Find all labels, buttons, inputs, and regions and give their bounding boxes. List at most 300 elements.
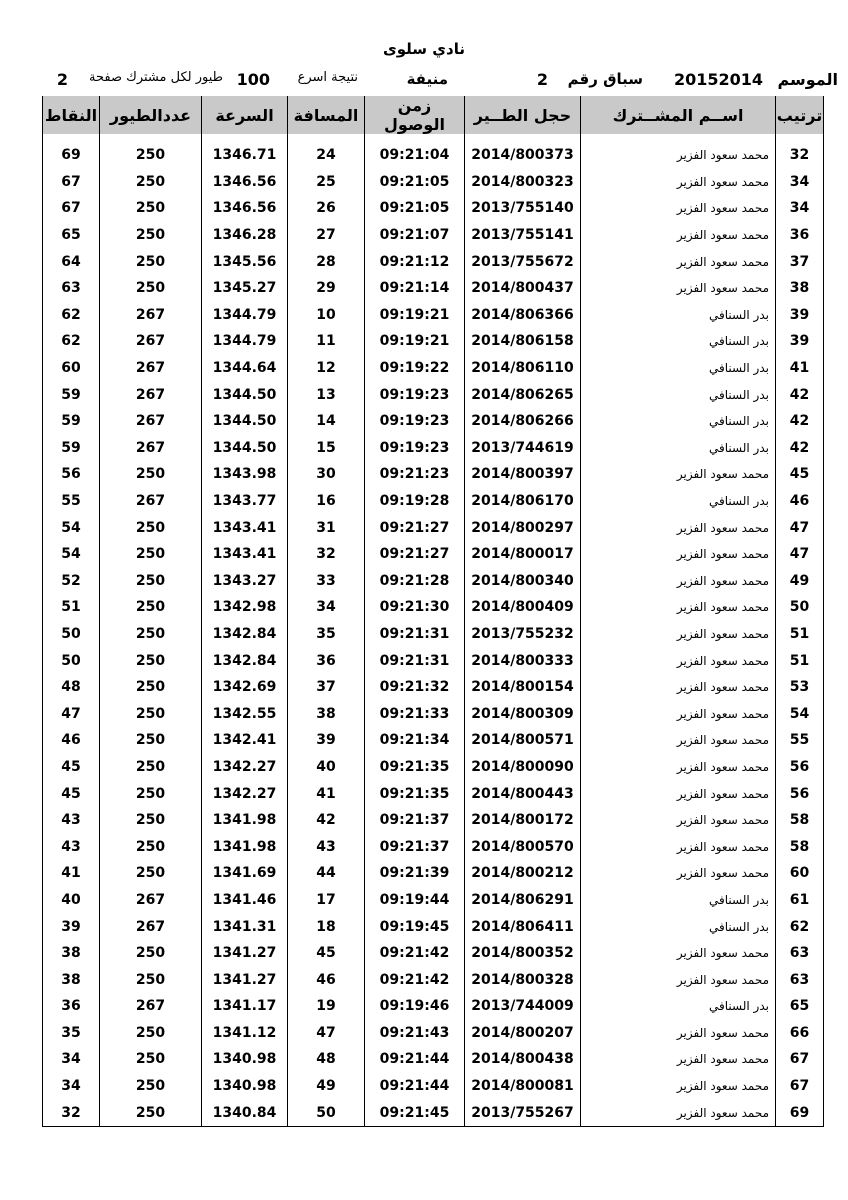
speed-cell: 1342.27 [202, 754, 288, 781]
points-cell: 55 [43, 488, 100, 515]
points-cell: 59 [43, 381, 100, 408]
points-cell: 62 [43, 302, 100, 329]
col-header-speed: السرعة [202, 96, 288, 134]
arrival-time-cell: 09:21:12 [365, 248, 465, 275]
participant-cell: بدر السنافي [581, 328, 776, 355]
bird-count-cell: 250 [100, 1046, 202, 1073]
arrival-time-cell: 09:19:21 [365, 302, 465, 329]
arrival-time-cell: 09:21:05 [365, 169, 465, 196]
arrival-time-cell: 09:21:44 [365, 1073, 465, 1100]
participant-cell: محمد سعود الفزير [581, 1099, 776, 1126]
ring-cell: 2014/800340 [465, 568, 581, 595]
race-header [0, 70, 848, 92]
participant-cell: محمد سعود الفزير [581, 754, 776, 781]
points-cell: 63 [43, 275, 100, 302]
points-cell: 59 [43, 408, 100, 435]
bird-count-cell: 250 [100, 248, 202, 275]
arrival-time-cell: 09:21:42 [365, 966, 465, 993]
distance-cell: 29 [288, 275, 365, 302]
arrival-time-cell: 09:19:23 [365, 408, 465, 435]
table-row [43, 169, 824, 196]
points-cell: 62 [43, 328, 100, 355]
points-cell: 64 [43, 248, 100, 275]
speed-cell: 1346.56 [202, 169, 288, 196]
distance-cell: 50 [288, 1099, 365, 1126]
arrival-time-cell: 09:19:23 [365, 435, 465, 462]
arrival-time-cell: 09:19:23 [365, 381, 465, 408]
distance-cell: 30 [288, 461, 365, 488]
points-cell: 54 [43, 541, 100, 568]
points-cell: 67 [43, 169, 100, 196]
speed-cell: 1342.55 [202, 700, 288, 727]
points-cell: 67 [43, 195, 100, 222]
bird-count-cell: 250 [100, 1099, 202, 1126]
ring-cell: 2014/800212 [465, 860, 581, 887]
bird-count-cell: 250 [100, 568, 202, 595]
participant-cell: محمد سعود الفزير [581, 833, 776, 860]
bird-count-cell: 250 [100, 780, 202, 807]
speed-cell: 1344.79 [202, 302, 288, 329]
distance-cell: 28 [288, 248, 365, 275]
speed-cell: 1341.31 [202, 913, 288, 940]
participant-cell: محمد سعود الفزير [581, 1046, 776, 1073]
rank-cell: 42 [776, 381, 824, 408]
bird-count-cell: 250 [100, 461, 202, 488]
ring-cell: 2013/755672 [465, 248, 581, 275]
table-row [43, 541, 824, 568]
arrival-time-cell: 09:19:22 [365, 355, 465, 382]
distance-cell: 36 [288, 647, 365, 674]
points-cell: 45 [43, 780, 100, 807]
ring-cell: 2014/800443 [465, 780, 581, 807]
col-header-points: النقاط [43, 96, 100, 134]
race-label: سباق رقم [567, 70, 643, 88]
rank-cell: 63 [776, 966, 824, 993]
distance-cell: 17 [288, 887, 365, 914]
speed-cell: 1344.79 [202, 328, 288, 355]
participant-cell: بدر السنافي [581, 435, 776, 462]
bird-count-cell: 267 [100, 887, 202, 914]
speed-cell: 1341.46 [202, 887, 288, 914]
rank-cell: 56 [776, 780, 824, 807]
rank-cell: 53 [776, 674, 824, 701]
bird-count-cell: 250 [100, 807, 202, 834]
participant-cell: محمد سعود الفزير [581, 1073, 776, 1100]
result-count: 100 [236, 70, 270, 89]
rank-cell: 38 [776, 275, 824, 302]
rank-cell: 39 [776, 302, 824, 329]
results-body [43, 142, 824, 1126]
points-cell: 51 [43, 594, 100, 621]
distance-cell: 31 [288, 514, 365, 541]
speed-cell: 1346.56 [202, 195, 288, 222]
bird-count-cell: 250 [100, 621, 202, 648]
points-cell: 32 [43, 1099, 100, 1126]
ring-cell: 2013/755232 [465, 621, 581, 648]
table-row [43, 727, 824, 754]
points-cell: 45 [43, 754, 100, 781]
points-cell: 48 [43, 674, 100, 701]
ring-cell: 2014/806110 [465, 355, 581, 382]
col-header-ring: حجل الطــير [465, 96, 581, 134]
table-row [43, 222, 824, 249]
points-cell: 43 [43, 807, 100, 834]
speed-cell: 1342.41 [202, 727, 288, 754]
participant-cell: محمد سعود الفزير [581, 807, 776, 834]
distance-cell: 44 [288, 860, 365, 887]
speed-cell: 1343.27 [202, 568, 288, 595]
table-row [43, 594, 824, 621]
rank-cell: 51 [776, 647, 824, 674]
distance-cell: 11 [288, 328, 365, 355]
distance-cell: 40 [288, 754, 365, 781]
rank-cell: 62 [776, 913, 824, 940]
table-row [43, 780, 824, 807]
table-row [43, 435, 824, 462]
result-label: نتيجة اسرع [297, 70, 358, 85]
bird-count-cell: 250 [100, 541, 202, 568]
points-cell: 39 [43, 913, 100, 940]
rank-cell: 65 [776, 993, 824, 1020]
ring-cell: 2014/800333 [465, 647, 581, 674]
participant-cell: محمد سعود الفزير [581, 568, 776, 595]
bird-count-cell: 250 [100, 594, 202, 621]
points-cell: 69 [43, 142, 100, 169]
distance-cell: 15 [288, 435, 365, 462]
table-row [43, 1020, 824, 1047]
participant-cell: بدر السنافي [581, 993, 776, 1020]
points-cell: 43 [43, 833, 100, 860]
rank-cell: 54 [776, 700, 824, 727]
season-label: الموسم [777, 70, 838, 89]
speed-cell: 1341.12 [202, 1020, 288, 1047]
distance-cell: 46 [288, 966, 365, 993]
arrival-time-cell: 09:21:28 [365, 568, 465, 595]
ring-cell: 2014/806265 [465, 381, 581, 408]
bird-count-cell: 267 [100, 488, 202, 515]
ring-cell: 2014/800571 [465, 727, 581, 754]
arrival-time-cell: 09:21:05 [365, 195, 465, 222]
ring-cell: 2014/800373 [465, 142, 581, 169]
participant-cell: محمد سعود الفزير [581, 222, 776, 249]
bird-count-cell: 250 [100, 754, 202, 781]
distance-cell: 39 [288, 727, 365, 754]
distance-cell: 14 [288, 408, 365, 435]
race-value: 2 [536, 70, 548, 89]
rank-cell: 32 [776, 142, 824, 169]
distance-cell: 10 [288, 302, 365, 329]
ring-cell: 2014/800438 [465, 1046, 581, 1073]
speed-cell: 1341.27 [202, 966, 288, 993]
speed-cell: 1344.50 [202, 381, 288, 408]
table-row [43, 328, 824, 355]
rank-cell: 41 [776, 355, 824, 382]
arrival-time-cell: 09:21:45 [365, 1099, 465, 1126]
participant-cell: محمد سعود الفزير [581, 594, 776, 621]
bird-count-cell: 267 [100, 355, 202, 382]
participant-cell: محمد سعود الفزير [581, 860, 776, 887]
bird-count-cell: 267 [100, 381, 202, 408]
rank-cell: 61 [776, 887, 824, 914]
bird-count-cell: 267 [100, 328, 202, 355]
participant-cell: محمد سعود الفزير [581, 541, 776, 568]
ring-cell: 2014/800090 [465, 754, 581, 781]
table-row [43, 860, 824, 887]
speed-cell: 1340.84 [202, 1099, 288, 1126]
distance-cell: 18 [288, 913, 365, 940]
distance-cell: 43 [288, 833, 365, 860]
table-row [43, 754, 824, 781]
speed-cell: 1344.50 [202, 435, 288, 462]
bird-count-cell: 250 [100, 222, 202, 249]
points-cell: 50 [43, 621, 100, 648]
participant-cell: محمد سعود الفزير [581, 514, 776, 541]
ring-cell: 2014/800409 [465, 594, 581, 621]
speed-cell: 1341.17 [202, 993, 288, 1020]
participant-cell: محمد سعود الفزير [581, 700, 776, 727]
col-header-distance: المسافة [288, 96, 365, 134]
table-row [43, 381, 824, 408]
bird-count-cell: 267 [100, 408, 202, 435]
distance-cell: 19 [288, 993, 365, 1020]
speed-cell: 1340.98 [202, 1046, 288, 1073]
distance-cell: 42 [288, 807, 365, 834]
arrival-time-cell: 09:21:37 [365, 807, 465, 834]
distance-cell: 34 [288, 594, 365, 621]
points-cell: 52 [43, 568, 100, 595]
points-cell: 46 [43, 727, 100, 754]
arrival-time-cell: 09:19:46 [365, 993, 465, 1020]
speed-cell: 1341.27 [202, 940, 288, 967]
rank-cell: 45 [776, 461, 824, 488]
speed-cell: 1342.98 [202, 594, 288, 621]
rank-cell: 63 [776, 940, 824, 967]
participant-cell: محمد سعود الفزير [581, 966, 776, 993]
arrival-time-cell: 09:19:21 [365, 328, 465, 355]
arrival-time-cell: 09:21:31 [365, 621, 465, 648]
rank-cell: 58 [776, 833, 824, 860]
ring-cell: 2014/800172 [465, 807, 581, 834]
speed-cell: 1344.64 [202, 355, 288, 382]
distance-cell: 37 [288, 674, 365, 701]
bird-count-cell: 250 [100, 700, 202, 727]
ring-cell: 2014/800154 [465, 674, 581, 701]
table-row [43, 355, 824, 382]
ring-cell: 2014/800328 [465, 966, 581, 993]
speed-cell: 1342.69 [202, 674, 288, 701]
arrival-time-cell: 09:19:45 [365, 913, 465, 940]
arrival-time-cell: 09:21:35 [365, 754, 465, 781]
participant-cell: محمد سعود الفزير [581, 461, 776, 488]
participant-cell: محمد سعود الفزير [581, 195, 776, 222]
participant-cell: محمد سعود الفزير [581, 248, 776, 275]
ring-cell: 2014/806170 [465, 488, 581, 515]
table-row [43, 940, 824, 967]
ring-cell: 2014/806158 [465, 328, 581, 355]
table-row [43, 807, 824, 834]
rank-cell: 36 [776, 222, 824, 249]
participant-cell: محمد سعود الفزير [581, 780, 776, 807]
ring-cell: 2014/800397 [465, 461, 581, 488]
speed-cell: 1343.41 [202, 514, 288, 541]
distance-cell: 25 [288, 169, 365, 196]
speed-cell: 1342.84 [202, 647, 288, 674]
participant-cell: محمد سعود الفزير [581, 647, 776, 674]
arrival-time-cell: 09:21:37 [365, 833, 465, 860]
participant-cell: محمد سعود الفزير [581, 142, 776, 169]
participant-cell: بدر السنافي [581, 887, 776, 914]
table-row [43, 700, 824, 727]
speed-cell: 1342.27 [202, 780, 288, 807]
arrival-time-cell: 09:21:07 [365, 222, 465, 249]
speed-cell: 1342.84 [202, 621, 288, 648]
bird-count-cell: 250 [100, 169, 202, 196]
points-cell: 38 [43, 966, 100, 993]
points-cell: 59 [43, 435, 100, 462]
arrival-time-cell: 09:19:28 [365, 488, 465, 515]
results-table [42, 96, 824, 1127]
points-cell: 56 [43, 461, 100, 488]
table-row [43, 275, 824, 302]
ring-cell: 2014/800323 [465, 169, 581, 196]
rank-cell: 55 [776, 727, 824, 754]
bird-count-cell: 267 [100, 435, 202, 462]
bird-count-cell: 250 [100, 514, 202, 541]
table-row [43, 142, 824, 169]
arrival-time-cell: 09:21:04 [365, 142, 465, 169]
rank-cell: 69 [776, 1099, 824, 1126]
table-header-row [43, 96, 824, 134]
location: منيفة [406, 70, 448, 88]
rank-cell: 67 [776, 1073, 824, 1100]
distance-cell: 48 [288, 1046, 365, 1073]
speed-cell: 1345.27 [202, 275, 288, 302]
participant-cell: محمد سعود الفزير [581, 940, 776, 967]
bird-count-cell: 250 [100, 275, 202, 302]
ring-cell: 2013/744619 [465, 435, 581, 462]
points-cell: 47 [43, 700, 100, 727]
table-row [43, 408, 824, 435]
participant-cell: محمد سعود الفزير [581, 674, 776, 701]
bird-count-cell: 267 [100, 993, 202, 1020]
arrival-time-cell: 09:21:43 [365, 1020, 465, 1047]
page-note: طيور لكل مشترك صفحة [89, 70, 223, 85]
table-row [43, 913, 824, 940]
speed-cell: 1341.69 [202, 860, 288, 887]
rank-cell: 49 [776, 568, 824, 595]
speed-cell: 1343.77 [202, 488, 288, 515]
participant-cell: محمد سعود الفزير [581, 169, 776, 196]
distance-cell: 47 [288, 1020, 365, 1047]
ring-cell: 2013/755140 [465, 195, 581, 222]
bird-count-cell: 250 [100, 833, 202, 860]
table-row [43, 833, 824, 860]
bird-count-cell: 250 [100, 860, 202, 887]
points-cell: 50 [43, 647, 100, 674]
speed-cell: 1345.56 [202, 248, 288, 275]
speed-cell: 1343.98 [202, 461, 288, 488]
points-cell: 36 [43, 993, 100, 1020]
arrival-time-cell: 09:21:44 [365, 1046, 465, 1073]
bird-count-cell: 250 [100, 1073, 202, 1100]
points-cell: 35 [43, 1020, 100, 1047]
ring-cell: 2014/806366 [465, 302, 581, 329]
points-cell: 54 [43, 514, 100, 541]
ring-cell: 2013/755267 [465, 1099, 581, 1126]
rank-cell: 42 [776, 435, 824, 462]
rank-cell: 47 [776, 541, 824, 568]
rank-cell: 47 [776, 514, 824, 541]
speed-cell: 1346.71 [202, 142, 288, 169]
participant-cell: بدر السنافي [581, 913, 776, 940]
table-row [43, 568, 824, 595]
ring-cell: 2014/800081 [465, 1073, 581, 1100]
ring-cell: 2014/806291 [465, 887, 581, 914]
ring-cell: 2014/800297 [465, 514, 581, 541]
participant-cell: بدر السنافي [581, 302, 776, 329]
points-cell: 34 [43, 1073, 100, 1100]
ring-cell: 2013/755141 [465, 222, 581, 249]
arrival-time-cell: 09:21:33 [365, 700, 465, 727]
arrival-time-cell: 09:21:42 [365, 940, 465, 967]
ring-cell: 2014/806411 [465, 913, 581, 940]
bird-count-cell: 250 [100, 647, 202, 674]
table-row [43, 647, 824, 674]
points-cell: 38 [43, 940, 100, 967]
season-value: 20152014 [673, 70, 763, 89]
table-row [43, 621, 824, 648]
table-row [43, 674, 824, 701]
ring-cell: 2014/800309 [465, 700, 581, 727]
points-cell: 34 [43, 1046, 100, 1073]
bird-count-cell: 250 [100, 674, 202, 701]
distance-cell: 16 [288, 488, 365, 515]
rank-cell: 67 [776, 1046, 824, 1073]
speed-cell: 1341.98 [202, 807, 288, 834]
rank-cell: 34 [776, 169, 824, 196]
distance-cell: 38 [288, 700, 365, 727]
table-row [43, 302, 824, 329]
distance-cell: 32 [288, 541, 365, 568]
arrival-time-cell: 09:21:35 [365, 780, 465, 807]
speed-cell: 1340.98 [202, 1073, 288, 1100]
rank-cell: 58 [776, 807, 824, 834]
bird-count-cell: 250 [100, 940, 202, 967]
bird-count-cell: 250 [100, 1020, 202, 1047]
speed-cell: 1341.98 [202, 833, 288, 860]
distance-cell: 27 [288, 222, 365, 249]
table-row [43, 887, 824, 914]
bird-count-cell: 250 [100, 142, 202, 169]
arrival-time-cell: 09:21:14 [365, 275, 465, 302]
table-row [43, 195, 824, 222]
ring-cell: 2014/806266 [465, 408, 581, 435]
table-row [43, 514, 824, 541]
table-row [43, 461, 824, 488]
rank-cell: 66 [776, 1020, 824, 1047]
table-row [43, 248, 824, 275]
distance-cell: 13 [288, 381, 365, 408]
bird-count-cell: 250 [100, 966, 202, 993]
distance-cell: 26 [288, 195, 365, 222]
arrival-time-cell: 09:21:30 [365, 594, 465, 621]
table-row [43, 1099, 824, 1126]
participant-cell: محمد سعود الفزير [581, 621, 776, 648]
participant-cell: محمد سعود الفزير [581, 275, 776, 302]
ring-cell: 2014/800017 [465, 541, 581, 568]
points-cell: 40 [43, 887, 100, 914]
speed-cell: 1346.28 [202, 222, 288, 249]
